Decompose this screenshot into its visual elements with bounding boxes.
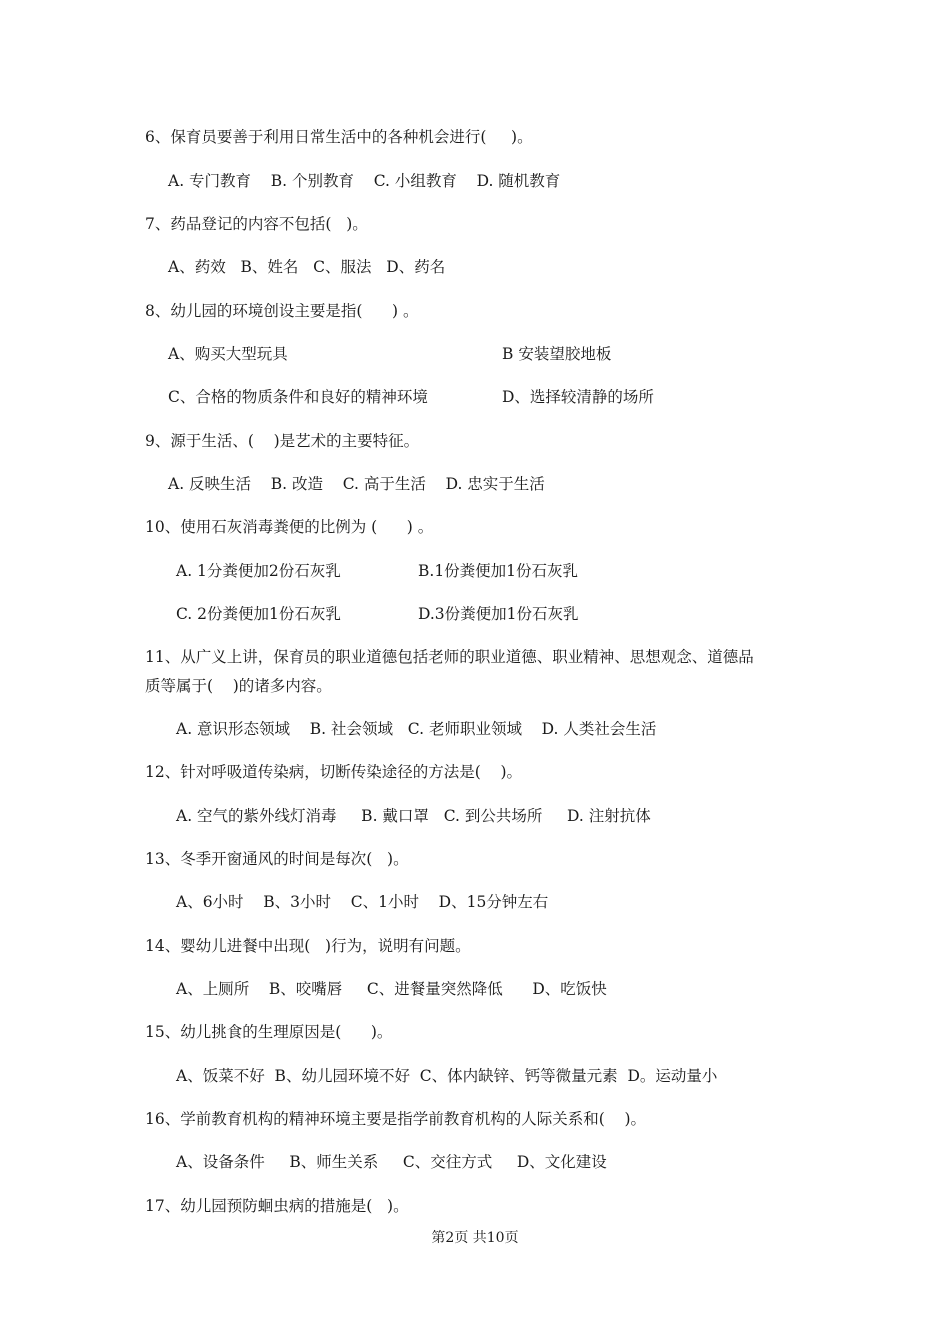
question-14-options: A、上厕所 B、咬嘴唇 C、进餐量突然降低 D、吃饭快 bbox=[176, 980, 607, 998]
question-8: 8、幼儿园的环境创设主要是指( ) 。 bbox=[145, 302, 419, 320]
question-6-options: A. 专门教育 B. 个别教育 C. 小组教育 D. 随机教育 bbox=[168, 172, 561, 190]
question-14: 14、婴幼儿进餐中出现( )行为，说明有问题。 bbox=[145, 937, 471, 955]
question-10-option-b: B.1份粪便加1份石灰乳 bbox=[418, 562, 579, 580]
question-7-options: A、药效 B、姓名 C、服法 D、药名 bbox=[168, 258, 446, 276]
question-10-option-a: A. 1分粪便加2份石灰乳 bbox=[176, 562, 341, 580]
page-footer: 第2页 共10页 bbox=[431, 1230, 519, 1246]
question-16-options: A、设备条件 B、师生关系 C、交往方式 D、文化建设 bbox=[176, 1153, 607, 1171]
question-15-options: A、饭菜不好 B、幼儿园环境不好 C、体内缺锌、钙等微量元素 D。运动量小 bbox=[176, 1067, 718, 1085]
question-11-options: A. 意识形态领域 B. 社会领域 C. 老师职业领域 D. 人类社会生活 bbox=[176, 720, 657, 738]
question-11: 11、从广义上讲，保育员的职业道德包括老师的职业道德、职业精神、思想观念、道德品 bbox=[145, 648, 754, 666]
question-15: 15、幼儿挑食的生理原因是( )。 bbox=[145, 1023, 393, 1041]
question-16: 16、学前教育机构的精神环境主要是指学前教育机构的人际关系和( )。 bbox=[145, 1110, 647, 1128]
question-8-option-d: D、选择较清静的场所 bbox=[502, 388, 654, 406]
question-7: 7、药品登记的内容不包括( )。 bbox=[145, 215, 368, 233]
question-8-option-b: B 安装望胶地板 bbox=[502, 345, 612, 363]
question-12: 12、针对呼吸道传染病，切断传染途径的方法是( )。 bbox=[145, 763, 523, 781]
question-8-option-c: C、合格的物质条件和良好的精神环境 bbox=[168, 388, 428, 406]
question-8-option-a: A、购买大型玩具 bbox=[168, 345, 288, 363]
question-10: 10、使用石灰消毒粪便的比例为 ( ) 。 bbox=[145, 518, 434, 536]
question-13-options: A、6小时 B、3小时 C、1小时 D、15分钟左右 bbox=[176, 893, 549, 911]
question-10-option-c: C. 2份粪便加1份石灰乳 bbox=[176, 605, 341, 623]
question-9-options: A. 反映生活 B. 改造 C. 高于生活 D. 忠实于生活 bbox=[168, 475, 545, 493]
question-11-continued: 质等属于( )的诸多内容。 bbox=[145, 677, 332, 695]
question-9: 9、源于生活、( )是艺术的主要特征。 bbox=[145, 432, 420, 450]
question-13: 13、冬季开窗通风的时间是每次( )。 bbox=[145, 850, 409, 868]
question-12-options: A. 空气的紫外线灯消毒 B. 戴口罩 C. 到公共场所 D. 注射抗体 bbox=[176, 807, 651, 825]
question-6: 6、保育员要善于利用日常生活中的各种机会进行( )。 bbox=[145, 128, 533, 146]
question-17: 17、幼儿园预防蛔虫病的措施是( )。 bbox=[145, 1197, 409, 1215]
question-10-option-d: D.3份粪便加1份石灰乳 bbox=[418, 605, 579, 623]
